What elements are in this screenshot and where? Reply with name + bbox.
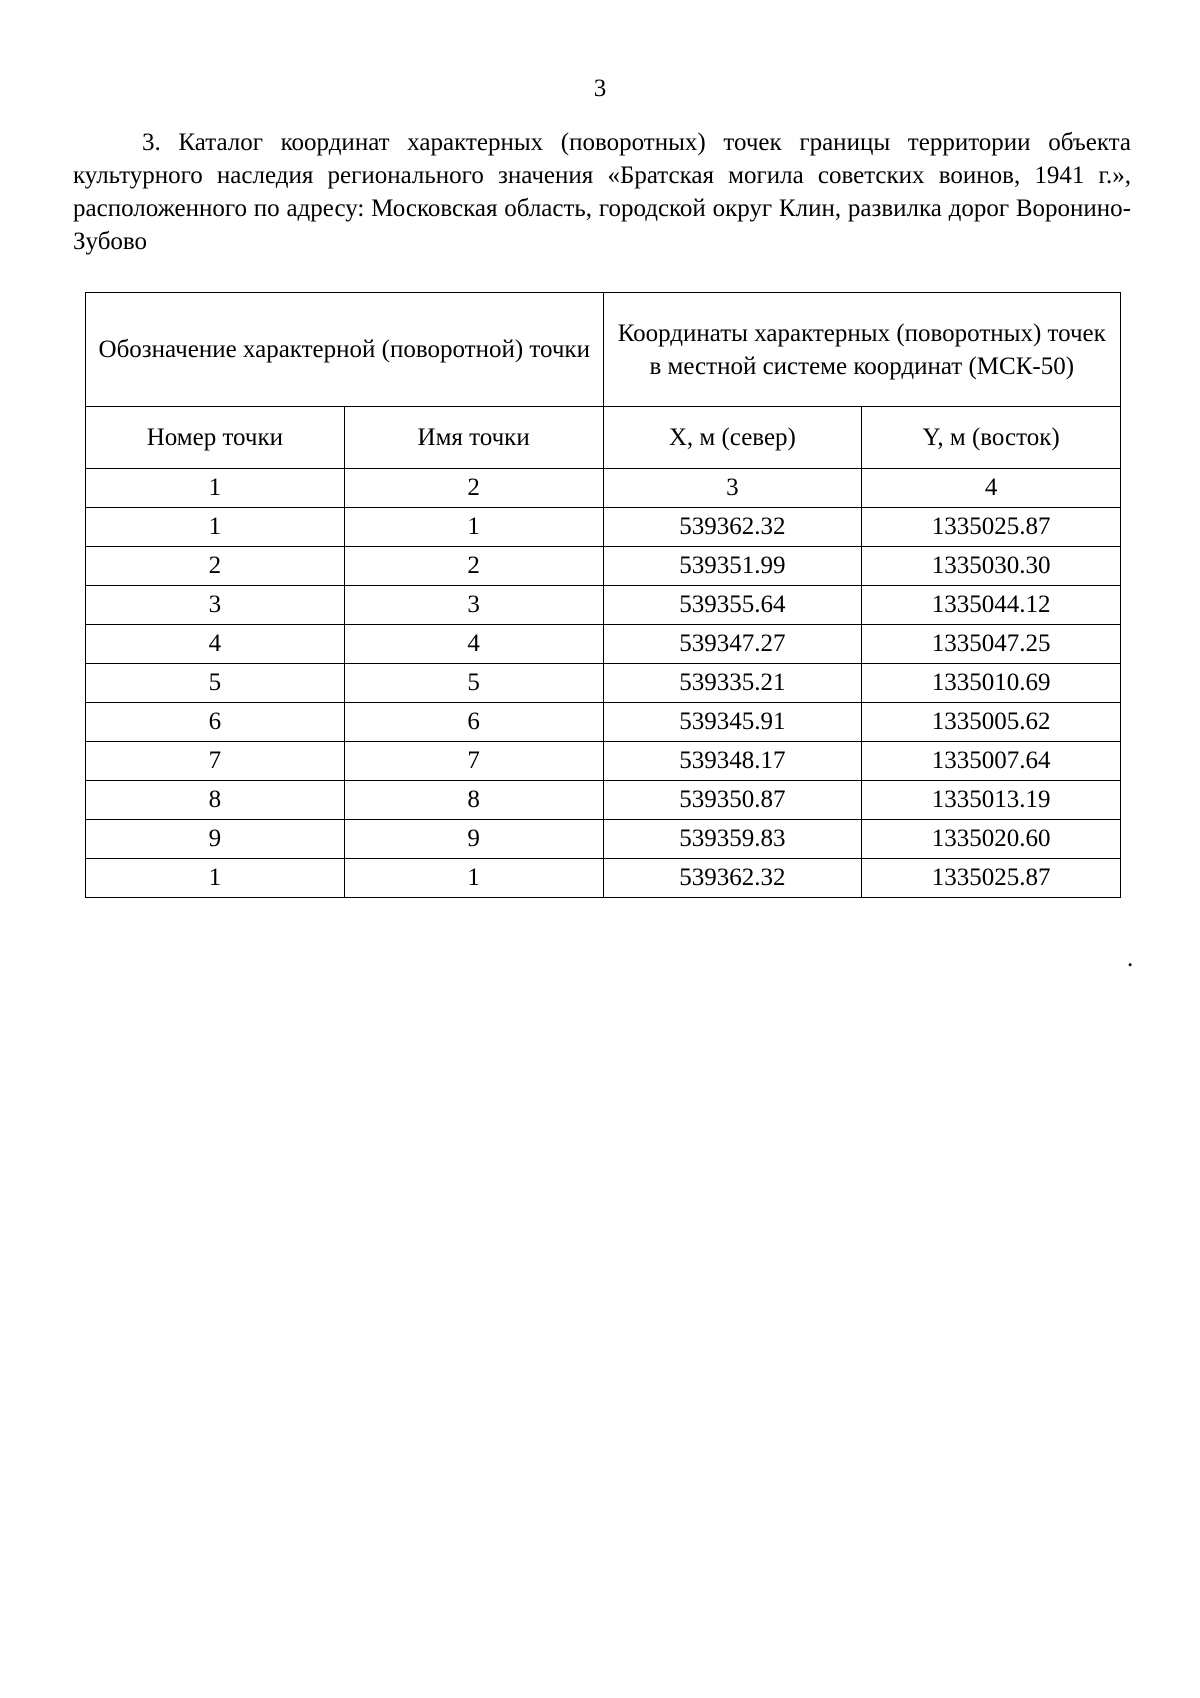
point-name-cell: 1 [344,508,603,547]
y-coordinate-cell: 1335047.25 [862,625,1121,664]
point-name-cell: 4 [344,625,603,664]
point-number-cell: 1 [86,508,345,547]
point-name-cell: 3 [344,586,603,625]
point-number-cell: 2 [86,547,345,586]
column-number-cell: 2 [344,469,603,508]
table-row [86,547,1121,586]
point-number-cell: 6 [86,703,345,742]
y-coordinate-cell: 1335025.87 [862,508,1121,547]
page-number: 3 [593,75,607,102]
point-number-cell: 8 [86,781,345,820]
table-row [86,820,1121,859]
point-name-cell: 2 [344,547,603,586]
header-point-number: Номер точки [86,407,345,469]
point-name-cell: 8 [344,781,603,820]
x-coordinate-cell: 539350.87 [603,781,862,820]
coordinates-table [85,292,1121,898]
intro-paragraph: 3. Каталог координат характерных (поворотных) точек границы территории объекта культурного наследия регионального значения «Братская могила советских воинов, 1941 г.», расположенного по адресу: Московская область, городской округ Клин, развилка дорог Воронино-Зубово [73,129,1131,255]
y-coordinate-cell: 1335020.60 [862,820,1121,859]
x-coordinate-cell: 539359.83 [603,820,862,859]
header-x-north: X, м (север) [603,407,862,469]
y-coordinate-cell: 1335025.87 [862,859,1121,898]
point-number-cell: 9 [86,820,345,859]
y-coordinate-cell: 1335007.64 [862,742,1121,781]
x-coordinate-cell: 539335.21 [603,664,862,703]
x-coordinate-cell: 539362.32 [603,508,862,547]
header-row-group [86,293,1121,407]
y-coordinate-cell: 1335005.62 [862,703,1121,742]
point-name-cell: 5 [344,664,603,703]
header-point-designation: Обозначение характерной (поворотной) точки [86,293,604,407]
point-name-cell: 6 [344,703,603,742]
trailing-mark: . [1127,945,1134,972]
table-row [86,781,1121,820]
y-coordinate-cell: 1335010.69 [862,664,1121,703]
header-row-columns [86,407,1121,469]
y-coordinate-cell: 1335030.30 [862,547,1121,586]
x-coordinate-cell: 539347.27 [603,625,862,664]
table-row [86,664,1121,703]
y-coordinate-cell: 1335044.12 [862,586,1121,625]
point-number-cell: 3 [86,586,345,625]
point-number-cell: 7 [86,742,345,781]
point-number-cell: 5 [86,664,345,703]
column-number-cell: 3 [603,469,862,508]
point-name-cell: 7 [344,742,603,781]
table-row [86,508,1121,547]
x-coordinate-cell: 539362.32 [603,859,862,898]
table-row [86,703,1121,742]
coordinates-table-body [86,293,1121,898]
table-row [86,859,1121,898]
table-row [86,625,1121,664]
point-number-cell: 1 [86,859,345,898]
x-coordinate-cell: 539345.91 [603,703,862,742]
point-name-cell: 1 [344,859,603,898]
y-coordinate-cell: 1335013.19 [862,781,1121,820]
point-name-cell: 9 [344,820,603,859]
column-number-cell: 1 [86,469,345,508]
table-row [86,742,1121,781]
point-number-cell: 4 [86,625,345,664]
x-coordinate-cell: 539351.99 [603,547,862,586]
header-point-name: Имя точки [344,407,603,469]
column-number-row [86,469,1121,508]
table-row [86,586,1121,625]
header-y-east: Y, м (восток) [862,407,1121,469]
x-coordinate-cell: 539348.17 [603,742,862,781]
header-coordinates: Координаты характерных (поворотных) точек в местной системе координат (МСК-50) [603,293,1121,407]
column-number-cell: 4 [862,469,1121,508]
x-coordinate-cell: 539355.64 [603,586,862,625]
